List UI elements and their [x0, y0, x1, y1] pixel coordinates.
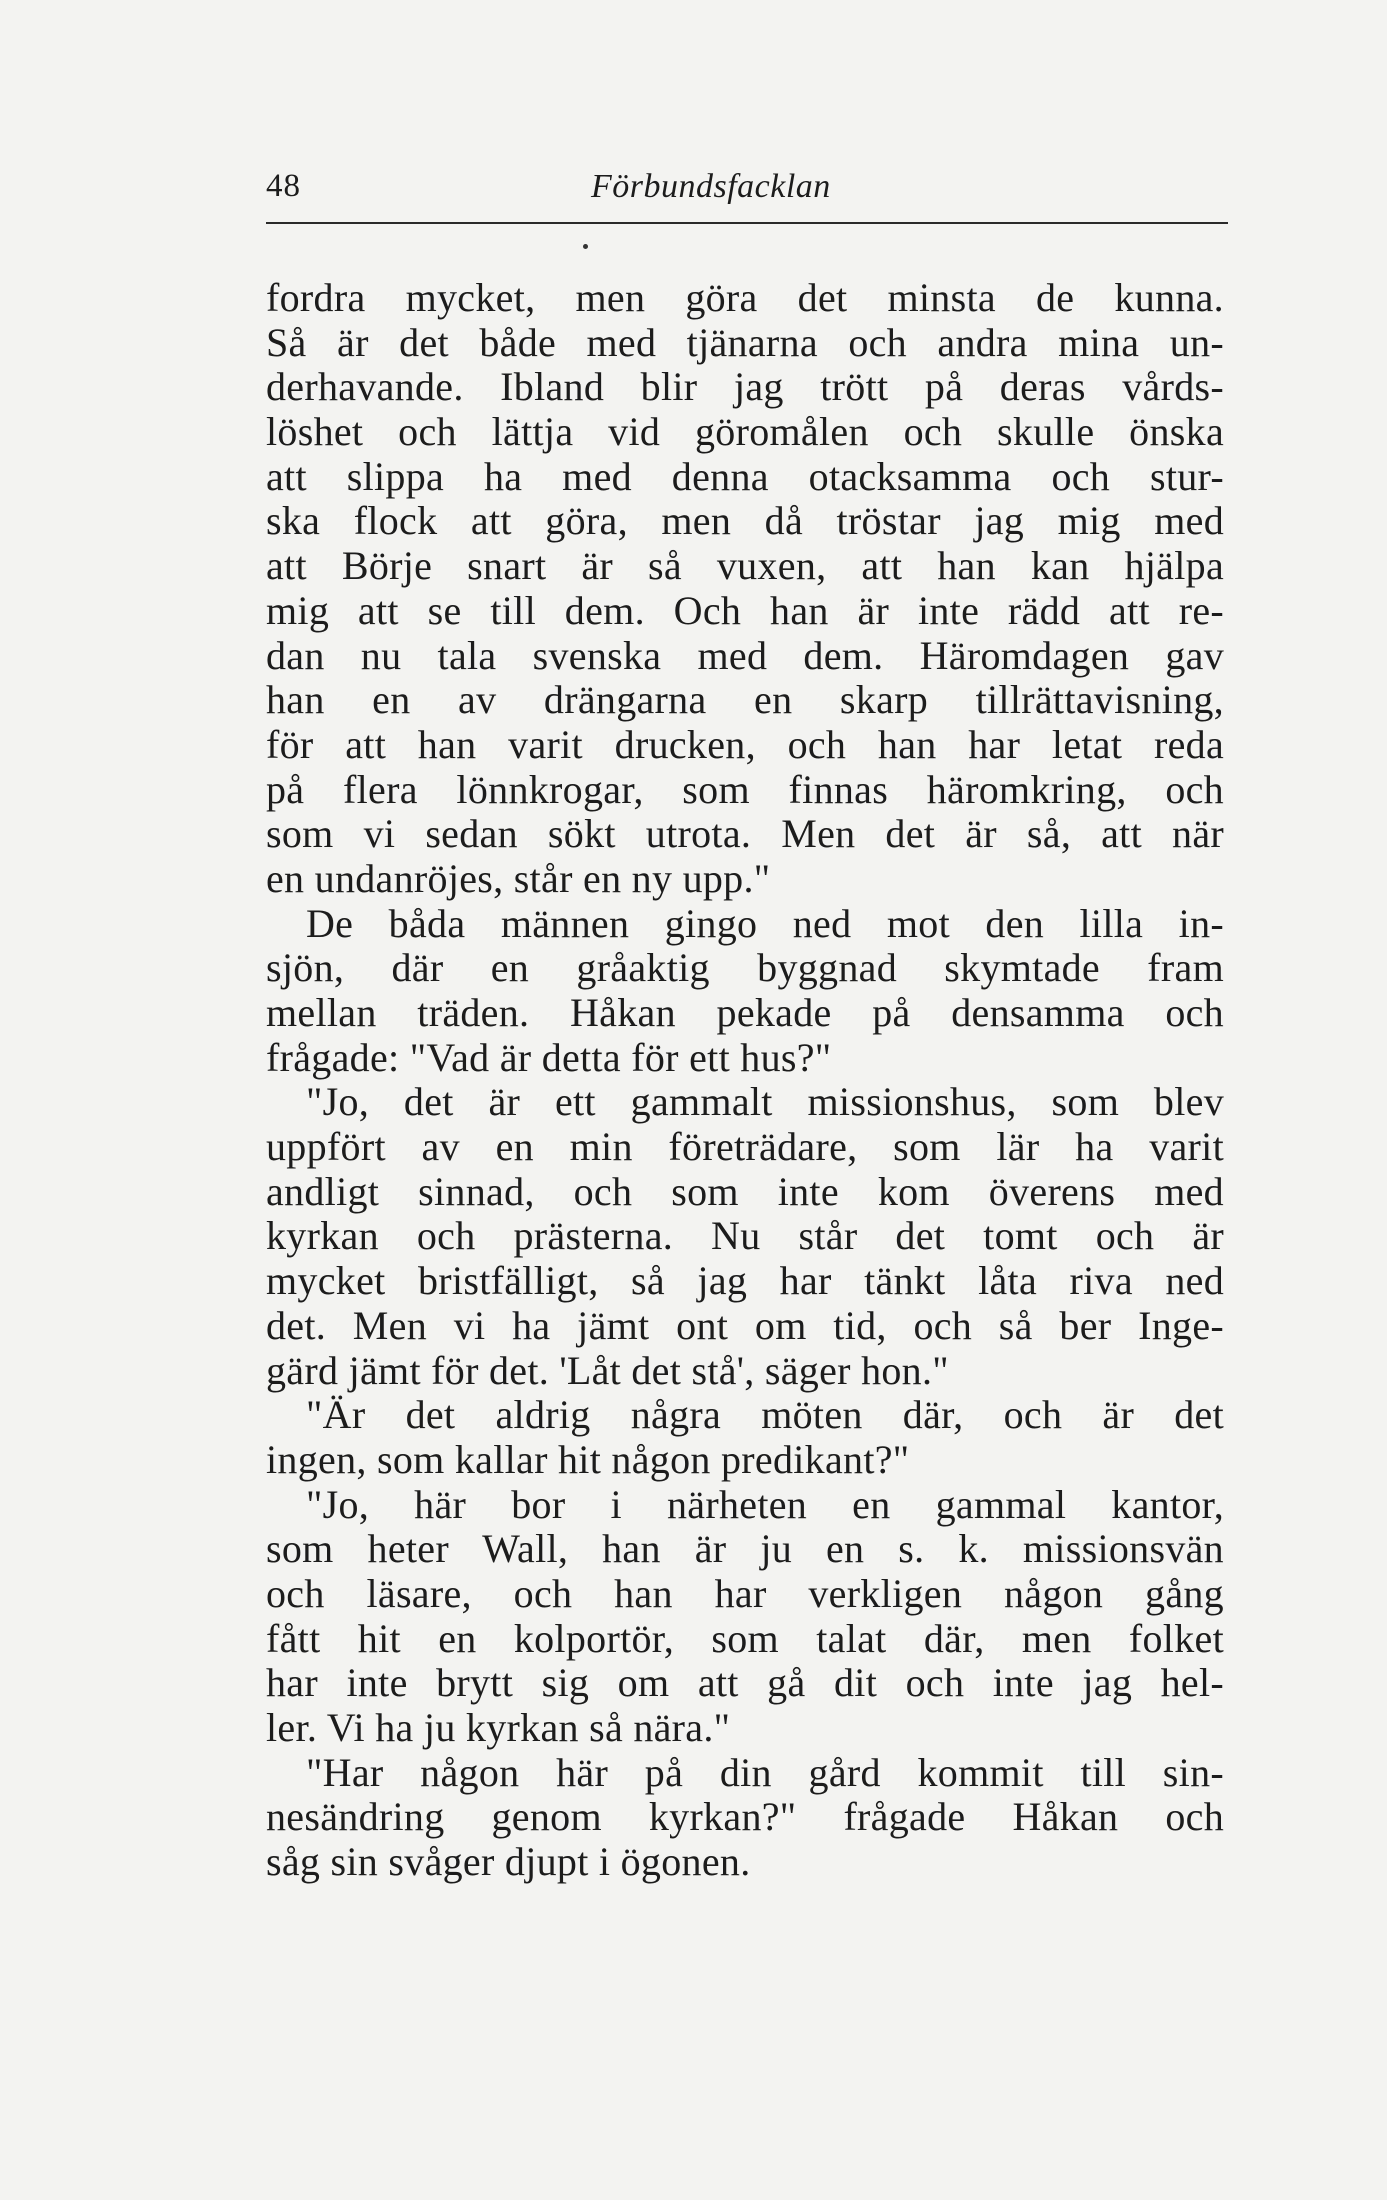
page-header — [266, 160, 1226, 210]
text-line: frågade: "Vad är detta för ett hus?" — [266, 1034, 832, 1080]
text-line: och läsare, och han har verkligen någon gång — [266, 1570, 1224, 1616]
running-title: Förbundsfacklan — [591, 168, 831, 205]
text-line: "Jo, det är ett gammalt missionshus, som blev — [306, 1079, 1224, 1125]
print-speck — [583, 244, 588, 249]
text-line: "Jo, här bor i närheten en gammal kantor, — [306, 1481, 1224, 1527]
page-number: 48 — [266, 168, 301, 204]
text-line: har inte brytt sig om att gå dit och inte jag hel- — [266, 1660, 1224, 1706]
text-line: på flera lönnkrogar, som finnas häromkring, och — [266, 766, 1224, 812]
text-line: såg sin svåger djupt i ögonen. — [266, 1839, 751, 1885]
text-line: "Är det aldrig några möten där, och är det — [306, 1392, 1224, 1438]
text-line: fordra mycket, men göra det minsta de kunna. — [266, 275, 1224, 320]
text-line: att Börje snart är så vuxen, att han kan hjälpa — [266, 543, 1224, 589]
text-line: ingen, som kallar hit någon predikant?" — [266, 1436, 910, 1482]
text-line: som heter Wall, han är ju en s. k. missionsvän — [266, 1526, 1224, 1572]
text-line: för att han varit drucken, och han har letat reda — [266, 721, 1224, 767]
text-line: "Har någon här på din gård kommit till sin- — [306, 1749, 1224, 1795]
text-line: Så är det både med tjänarna och andra mina un- — [266, 319, 1224, 365]
header-rule — [266, 222, 1228, 224]
text-line: dan nu tala svenska med dem. Häromdagen gav — [266, 632, 1224, 678]
text-line: kyrkan och prästerna. Nu står det tomt och är — [266, 1213, 1224, 1259]
body-text — [266, 276, 1224, 1885]
text-line: gärd jämt för det. 'Låt det stå', säger hon." — [266, 1347, 949, 1393]
text-line: ler. Vi ha ju kyrkan så nära." — [266, 1705, 731, 1750]
text-line: han en av drängarna en skarp tillrättavisning, — [266, 677, 1224, 723]
text-line: derhavande. Ibland blir jag trött på deras vårds- — [266, 364, 1224, 410]
text-line: fått hit en kolportör, som talat där, men folket — [266, 1615, 1224, 1661]
text-line: uppfört av en min företrädare, som lär ha varit — [266, 1124, 1224, 1170]
text-line: andligt sinnad, och som inte kom överens med — [266, 1168, 1224, 1214]
text-line: mellan träden. Håkan pekade på densamma och — [266, 990, 1224, 1035]
text-line: att slippa ha med denna otacksamma och stur- — [266, 453, 1224, 499]
text-line: det. Men vi ha jämt ont om tid, och så ber Inge- — [266, 1302, 1224, 1348]
text-line: sjön, där en gråaktig byggnad skymtade fram — [266, 945, 1224, 991]
text-line: en undanröjes, står en ny upp." — [266, 855, 771, 901]
text-line: mycket bristfälligt, så jag har tänkt låta riva ned — [266, 1258, 1224, 1304]
text-line: mig att se till dem. Och han är inte rädd att re- — [266, 587, 1224, 633]
text-line: De båda männen gingo ned mot den lilla in- — [306, 900, 1224, 946]
text-line: som vi sedan sökt utrota. Men det är så, att när — [266, 811, 1224, 857]
text-line: löshet och lättja vid göromålen och skulle önska — [266, 409, 1224, 455]
text-line: ska flock att göra, men då tröstar jag mig med — [266, 498, 1224, 544]
text-line: nesändring genom kyrkan?" frågade Håkan och — [266, 1794, 1224, 1840]
